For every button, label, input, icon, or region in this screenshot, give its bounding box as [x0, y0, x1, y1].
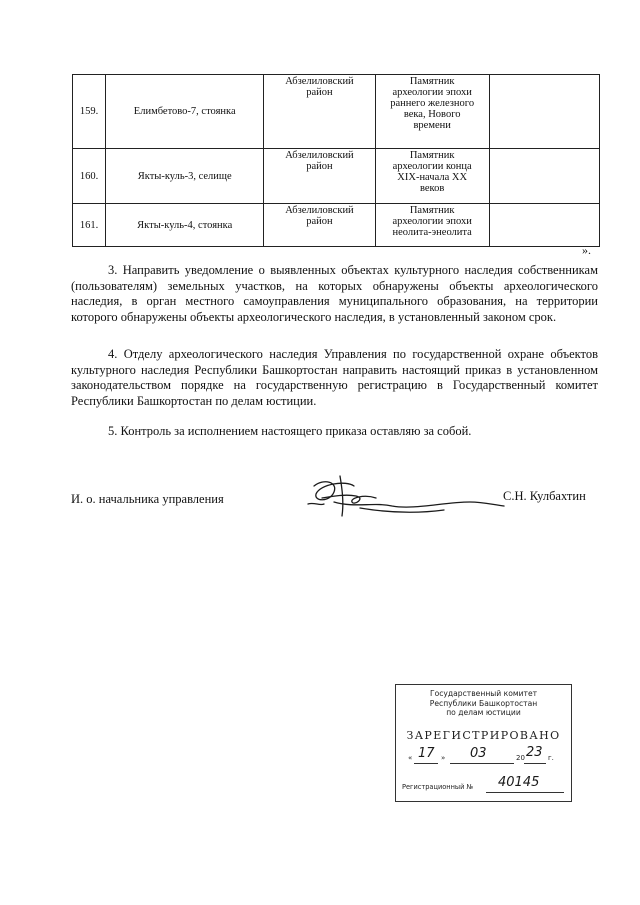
paragraph-3: 3. Направить уведомление о выявленных объектах культурного наследия собственникам (пользователям) земельных участков, на которых обнаружены объекты археологического наследия, в орган местного самоуправления муниципального образования, на территории которого обнаружены объекты археологического наследия, в установленный законом срок.	[71, 263, 598, 324]
table-row	[73, 75, 600, 149]
monument-type-cell	[375, 149, 489, 204]
monument-type-cell	[375, 75, 489, 149]
stamp-organization	[396, 689, 571, 718]
district-line: район	[306, 216, 333, 227]
stamp-registration	[402, 775, 568, 796]
type-line: археологии эпохи	[392, 87, 472, 98]
table-row	[73, 149, 600, 204]
stamp-reg-number: 40145	[498, 775, 540, 790]
signatory-title: И. о. начальника управления	[71, 492, 224, 506]
district-line: Абзелиловский	[285, 205, 354, 216]
stamp-org-line: Республики Башкортостан	[429, 698, 538, 708]
row-number: 161.	[73, 204, 106, 247]
site-name: Якты-куль-4, стоянка	[106, 204, 264, 247]
stamp-date-close-quote: »	[441, 754, 446, 762]
district-line: район	[306, 161, 333, 172]
site-name: Елимбетово-7, стоянка	[106, 75, 264, 149]
registration-stamp	[395, 684, 572, 802]
type-line: археологии конца	[392, 161, 472, 172]
type-line: Памятник	[409, 150, 455, 161]
district-line: район	[306, 87, 333, 98]
stamp-date-open-quote: «	[408, 754, 413, 762]
district-line: Абзелиловский	[285, 76, 354, 87]
type-line: Памятник	[409, 205, 455, 216]
signatory-name: С.Н. Кулбахтин	[503, 489, 586, 503]
district-cell	[264, 75, 375, 149]
type-line: веков	[419, 183, 445, 194]
type-line: Памятник	[409, 76, 455, 87]
monuments-table	[72, 74, 600, 247]
stamp-org-line: Государственный комитет	[429, 689, 538, 698]
row-number: 159.	[73, 75, 106, 149]
table-row	[73, 204, 600, 247]
stamp-year: 23	[526, 745, 543, 760]
type-line: времени	[413, 120, 451, 131]
type-line: археологии эпохи	[392, 216, 472, 227]
district-line: Абзелиловский	[285, 150, 354, 161]
closing-quote: ».	[582, 243, 591, 257]
stamp-date	[408, 745, 568, 766]
paragraph-4: 4. Отделу археологического наследия Управления по государственной охране объектов культурного наследия Республики Башкортостан направить настоящий приказ в установленном законодательством порядке на государственную регистрацию в Государственный комитет Республики Башкортостан по делам юстиции.	[71, 347, 598, 408]
monument-type-cell	[375, 204, 489, 247]
type-line: века, Нового	[403, 109, 461, 120]
row-number: 160.	[73, 149, 106, 204]
stamp-year-suffix: г.	[548, 754, 554, 762]
stamp-reg-label: Регистрационный №	[402, 783, 474, 791]
type-line: неолита-энеолита	[392, 227, 472, 238]
type-line: XIX-начала XX	[397, 172, 468, 183]
paragraph-5: 5. Контроль за исполнением настоящего приказа оставляю за собой.	[108, 424, 472, 438]
stamp-day: 17	[418, 746, 435, 761]
stamp-month: 03	[470, 746, 487, 761]
type-line: раннего железного	[390, 98, 475, 109]
empty-cell	[489, 75, 599, 149]
district-cell	[264, 204, 375, 247]
empty-cell	[489, 149, 599, 204]
handwritten-signature	[294, 472, 506, 524]
empty-cell	[489, 204, 599, 247]
stamp-org-line: по делам юстиции	[446, 708, 521, 717]
site-name: Якты-куль-3, селище	[106, 149, 264, 204]
stamp-year-prefix: 20	[516, 754, 525, 762]
district-cell	[264, 149, 375, 204]
stamp-status: ЗАРЕГИСТРИРОВАНО	[406, 729, 561, 742]
